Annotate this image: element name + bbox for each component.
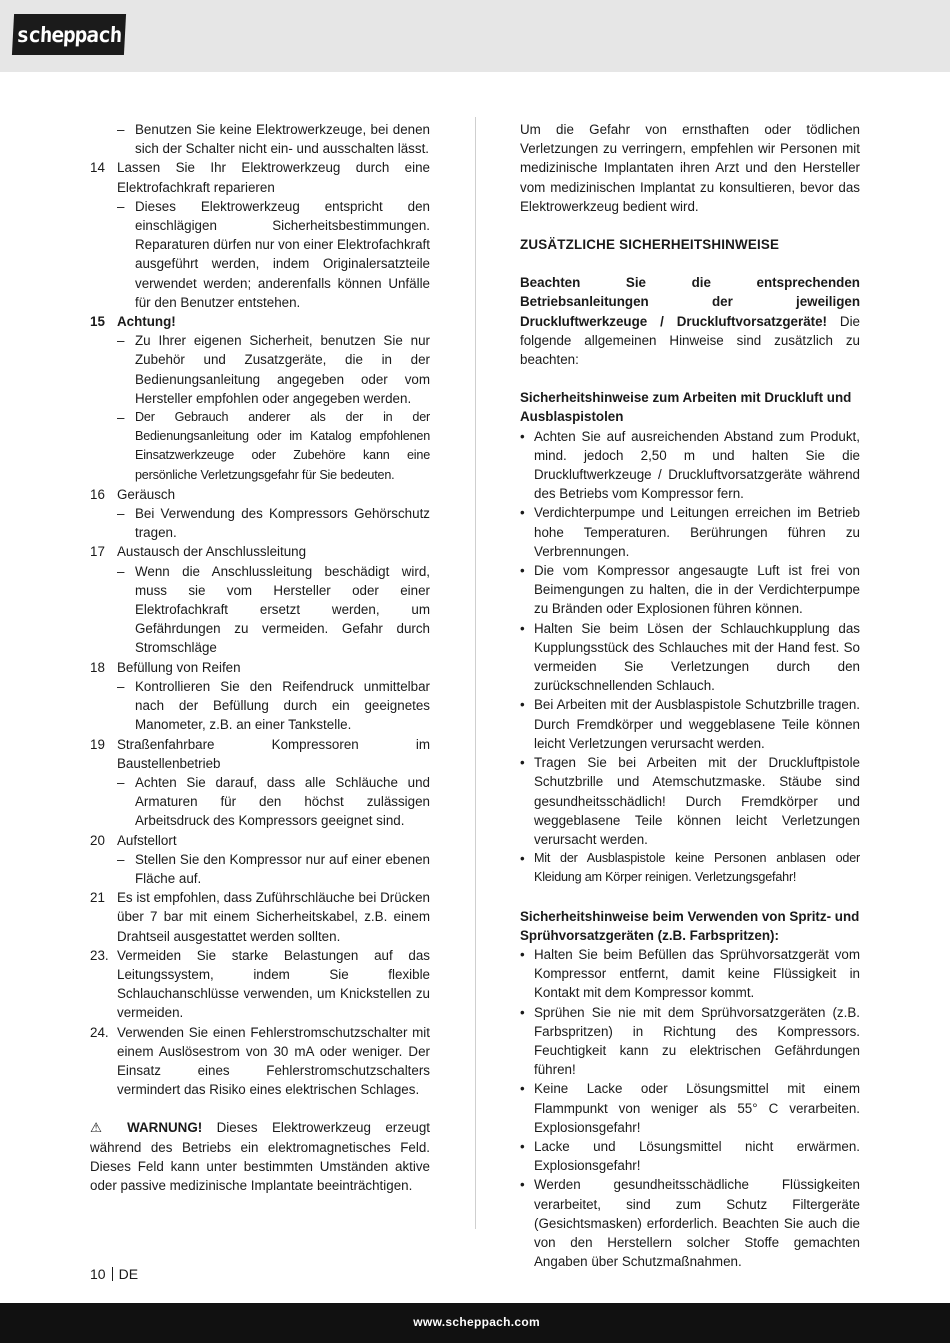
bullet-item: • Sprühen Sie nie mit dem Sprühvorsatzgeräten (z.B. Farbspritzen) in Richtung des Kompressors. Feuchtigkeit kann zu elektrischen Gefährdungen führen! bbox=[520, 1004, 860, 1078]
warning-label: WARNUNG! bbox=[127, 1120, 203, 1136]
website-link[interactable]: www.scheppach.com bbox=[413, 1315, 540, 1329]
left-column bbox=[90, 120, 430, 1195]
bullet-item: • Tragen Sie bei Arbeiten mit der Druckluftpistole Schutzbrille und Atemschutzmaske. Stäube sind gesundheitsschädlich! Durch Fremdkörper und weggeblasene Teile können leicht Verletzungen verursacht werden. bbox=[520, 755, 860, 847]
bullet-item: • Halten Sie beim Befüllen das Sprühvorsatzgerät vom Kompressor entfernt, damit keine Flüssigkeit in Kontakt mit dem Kompressor kommt. bbox=[520, 946, 860, 1001]
page-number: 10 DE bbox=[90, 1266, 139, 1282]
list-subitem: – Stellen Sie den Kompressor nur auf einer ebenen Fläche auf. bbox=[117, 851, 430, 886]
footer-bar bbox=[0, 1303, 950, 1343]
bullet-item: • Mit der Ausblaspistole keine Personen anblasen oder Kleidung am Körper reinigen. Verletzungsgefahr! bbox=[520, 851, 860, 885]
right-column bbox=[520, 120, 860, 1271]
list-subitem: – Benutzen Sie keine Elektrowerkzeuge, bei denen sich der Schalter nicht ein- und ausschalten lässt. bbox=[117, 122, 430, 157]
list-item: 15 Achtung! bbox=[90, 314, 176, 330]
bullet-item: • Lacke und Lösungsmittel nicht erwärmen. Explosionsgefahr! bbox=[520, 1138, 860, 1174]
list-item: 20 Aufstellort bbox=[90, 832, 177, 848]
list-item: 17 Austausch der Anschlussleitung bbox=[90, 544, 307, 560]
bullet-item: • Die vom Kompressor angesaugte Luft ist frei von Beimengungen zu halten, die in der Verdichterpumpe zu Bränden oder Explosionen führen können. bbox=[520, 563, 860, 617]
list-item: 21 Es ist empfohlen, dass Zuführschläuche bei Drücken über 7 bar mit einem Sicherheitskabel, z.B. einem Drahtseil ausgestattet werden sollten. bbox=[90, 890, 430, 944]
language-code: DE bbox=[118, 1266, 139, 1282]
warning-paragraph bbox=[90, 1118, 430, 1195]
list-subitem: – Dieses Elektrowerkzeug entspricht den einschlägigen Sicherheitsbestimmungen. Reparaturen dürfen nur von einer Elektrofachkraft ausgeführt werden, indem Originalersatzteile verwendet werden; anderenfalls können Unfälle für den Benutzer entstehen. bbox=[117, 198, 430, 310]
list-subitem: – Der Gebrauch anderer als der in der Bedienungsanleitung oder im Katalog empfohlenen Einsatzwerkzeuge oder Zubehöre kann eine persönliche Verletzungsgefahr für Sie bedeuten. bbox=[117, 410, 430, 482]
list-subitem: – Zu Ihrer eigenen Sicherheit, benutzen Sie nur Zubehör und Zusatzgeräte, die in der Bedienungsanleitung angegeben oder vom Hersteller empfohlen oder angegeben werden. bbox=[117, 333, 430, 406]
list-item: 14 Lassen Sie Ihr Elektrowerkzeug durch eine Elektrofachkraft reparieren bbox=[90, 160, 430, 195]
list-item: 23. Vermeiden Sie starke Belastungen auf das Leitungssystem, indem Sie flexible Schlauchanschlüsse verwenden, um Knickstellen zu vermeiden. bbox=[90, 947, 430, 1021]
intro-paragraph: Um die Gefahr von ernsthaften oder tödlichen Verletzungen zu verringern, empfehlen wir Personen mit medizinische Implantaten ihren Arzt und den Hersteller vom medizinischen Implantat zu konsultieren, bevor das Elektrowerkzeug bedient wird. bbox=[520, 122, 860, 214]
header-bar bbox=[0, 0, 950, 72]
subsection-title: Sicherheitshinweise zum Arbeiten mit Druckluft und Ausblaspistolen bbox=[520, 390, 852, 425]
bullet-item: • Bei Arbeiten mit der Ausblaspistole Schutzbrille tragen. Durch Fremdkörper und weggeblasene Teile können leicht Verletzungen verursacht werden. bbox=[520, 697, 860, 751]
list-item: 18 Befüllung von Reifen bbox=[90, 659, 241, 675]
bullet-item: • Keine Lacke oder Lösungsmittel mit einem Flammpunkt von weniger als 55° C verarbeiten. Explosionsgefahr! bbox=[520, 1081, 860, 1135]
list-subitem: – Wenn die Anschlussleitung beschädigt wird, muss sie vom Hersteller oder einer Elektrofachkraft ersetzt werden, um Gefährdungen zu vermeiden. Gefahr durch Stromschläge bbox=[117, 563, 430, 656]
list-item: 24. Verwenden Sie einen Fehlerstromschutzschalter mit einem Auslösestrom von 30 mA oder weniger. Der Einsatz eines Fehlerstromschutzschalters vermindert das Risiko eines elektrischen Schlages. bbox=[90, 1024, 430, 1098]
list-subitem: – Kontrollieren Sie den Reifendruck unmittelbar nach der Befüllung durch ein geeignetes Manometer, z.B. an einer Tankstelle. bbox=[117, 678, 430, 733]
warning-text: Dieses Elektrowerkzeug erzeugt während des Betriebs ein elektromagnetisches Feld. Dieses Feld kann unter bestimmten Umständen aktive oder passive medizinische Implantate beeinträchtigen. bbox=[90, 1120, 430, 1193]
bullet-item: • Werden gesundheitsschädliche Flüssigkeiten verarbeitet, sind zum Schutz Filtergeräte (Gesichtsmasken) erforderlich. Beachten Sie auch die von den Herstellern solcher Stoffe gemachten Angaben über Schutzmaßnahmen. bbox=[520, 1177, 860, 1270]
bullet-item: • Verdichterpumpe und Leitungen erreichen im Betrieb hohe Temperaturen. Berührungen führen zu Verbrennungen. bbox=[520, 505, 860, 559]
list-subitem: – Bei Verwendung des Kompressors Gehörschutz tragen. bbox=[117, 506, 430, 541]
list-item: 16 Geräusch bbox=[90, 486, 176, 502]
column-divider bbox=[475, 117, 476, 1229]
bullet-item: • Halten Sie beim Lösen der Schlauchkupplung das Kupplungsstück des Schlauches mit der Hand fest. So vermeiden Sie Verletzungen durch den zurückschnellenden Schlauch. bbox=[520, 620, 860, 694]
note-paragraph: Beachten Sie die entsprechenden Betriebsanleitungen der jeweiligen Druckluftwerkzeuge / Druckluftvorsatzgeräte! Die folgende allgemeinen Hinweise sind zusätzlich zu beachten: bbox=[520, 275, 860, 368]
brand-logo: scheppach bbox=[12, 14, 126, 55]
section-title: ZUSÄTZLICHE SICHERHEITSHINWEISE bbox=[520, 237, 780, 253]
warning-icon: ⚠ bbox=[90, 1120, 113, 1136]
page-separator bbox=[112, 1267, 113, 1281]
subsection-title: Sicherheitshinweise beim Verwenden von Spritz- und Sprühvorsatzgeräten (z.B. Farbspritzen): bbox=[520, 908, 860, 943]
list-subitem: – Achten Sie darauf, dass alle Schläuche und Armaturen für den höchst zulässigen Arbeitsdruck des Kompressors geeignet sind. bbox=[117, 774, 430, 829]
bullet-item: • Achten Sie auf ausreichenden Abstand zum Produkt, mind. jedoch 2,50 m und halten Sie die Druckluftwerkzeuge / Druckluftvorsatzgeräte während des Betriebs vom Kompressor fern. bbox=[520, 428, 860, 502]
list-item: 19 Straßenfahrbare Kompressoren im Baustellenbetrieb bbox=[90, 736, 430, 771]
